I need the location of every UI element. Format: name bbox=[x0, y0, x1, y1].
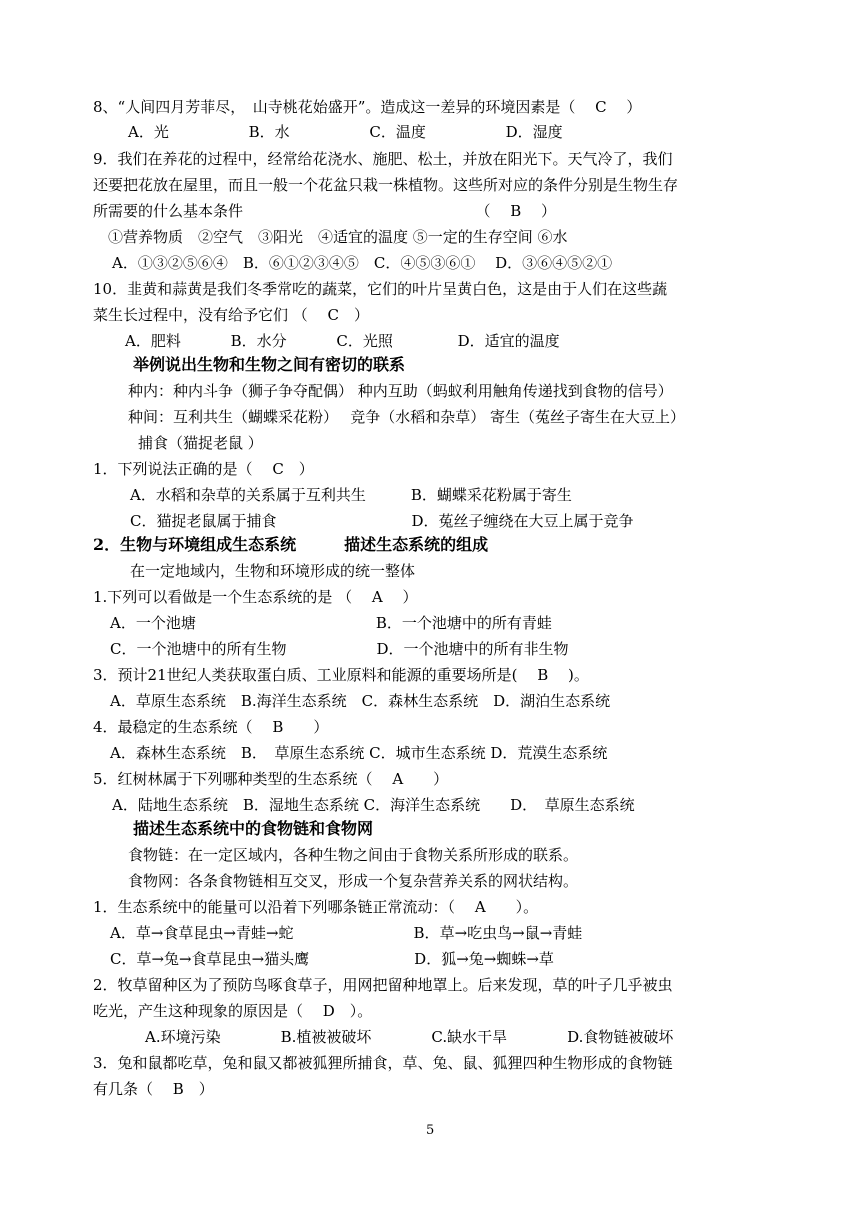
ecosystem-q1-options-cd: C．一个池塘中的所有生物 D．一个池塘中的所有非生物 bbox=[110, 640, 569, 658]
section-heading-relations: 举例说出生物和生物之间有密切的联系 bbox=[133, 355, 406, 374]
food-web-definition: 食物网：各条食物链相互交叉，形成一个复杂营养关系的网状结构。 bbox=[128, 872, 579, 890]
foodchain-q2-options: A.环境污染 B.植被被破坏 C.缺水干旱 D.食物链被破坏 bbox=[145, 1028, 674, 1046]
q9-conditions: ①营养物质 ②空气 ③阳光 ④适宜的温度 ⑤一定的生存空间 ⑥水 bbox=[108, 228, 568, 246]
foodchain-q1-options-cd: C．草→兔→食草昆虫→猫头鹰 D．狐→兔→蜘蛛→草 bbox=[110, 950, 554, 968]
ecosystem-q4-options: A．森林生态系统 B． 草原生态系统 C．城市生态系统 D．荒漠生态系统 bbox=[110, 744, 608, 762]
food-chain-definition: 食物链：在一定区域内，各种生物之间由于食物关系所形成的联系。 bbox=[128, 846, 579, 864]
question-9-line-2: 还要把花放在屋里，而且一般一个花盆只栽一株植物。这些所对应的条件分别是生物生存 bbox=[93, 176, 679, 194]
predation-note: 捕食（猫捉老鼠 ） bbox=[138, 434, 263, 452]
section-heading-ecosystem: 2．生物与环境组成生态系统 描述生态系统的组成 bbox=[93, 535, 489, 554]
ecosystem-q5-options: A．陆地生态系统 B．湿地生态系统 C．海洋生态系统 D． 草原生态系统 bbox=[112, 796, 635, 814]
section-heading-foodchain: 描述生态系统中的食物链和食物网 bbox=[133, 819, 374, 838]
foodchain-question-3-line-1: 3．兔和鼠都吃草，兔和鼠又都被狐狸所捕食，草、兔、鼠、狐狸四种生物形成的食物链 bbox=[93, 1054, 673, 1072]
ecosystem-definition: 在一定地域内，生物和环境形成的统一整体 bbox=[130, 562, 416, 580]
intraspecific-note: 种内：种内斗争（狮子争夺配偶） 种内互助（蚂蚁利用触角传递找到食物的信号） bbox=[128, 382, 673, 400]
ecosystem-q3-options: A．草原生态系统 B.海洋生态系统 C．森林生态系统 D．湖泊生态系统 bbox=[110, 692, 611, 710]
question-8: 8、“人间四月芳菲尽， 山寺桃花始盛开”。造成这一差异的环境因素是（ C ） bbox=[93, 98, 642, 116]
foodchain-question-1: 1．生态系统中的能量可以沿着下列哪条链正常流动：（ A ）。 bbox=[93, 898, 539, 916]
q8-options: A．光 B．水 C．温度 D．湿度 bbox=[128, 123, 563, 141]
relations-q1-options-ab: A．水稻和杂草的关系属于互利共生 B．蝴蝶采花粉属于寄生 bbox=[130, 486, 572, 504]
interspecific-note: 种间：互利共生（蝴蝶采花粉） 竞争（水稻和杂草） 寄生（菟丝子寄生在大豆上） bbox=[128, 408, 686, 426]
foodchain-question-2-line-1: 2．牧草留种区为了预防鸟啄食草子，用网把留种地罩上。后来发现，草的叶子几乎被虫 bbox=[93, 976, 673, 994]
question-9-line-1: 9．我们在养花的过程中，经常给花浇水、施肥、松土，并放在阳光下。天气冷了，我们 bbox=[93, 150, 673, 168]
foodchain-q1-options-ab: A．草→食草昆虫→青蛙→蛇 B．草→吃虫鸟→鼠→青蛙 bbox=[110, 924, 583, 942]
relations-question-1: 1．下列说法正确的是（ C ） bbox=[93, 460, 314, 478]
ecosystem-question-4: 4．最稳定的生态系统（ B ） bbox=[93, 718, 329, 736]
q10-options: A．肥料 B．水分 C．光照 D．适宜的温度 bbox=[125, 332, 560, 350]
ecosystem-question-5: 5．红树林属于下列哪种类型的生态系统（ A ） bbox=[93, 770, 449, 788]
foodchain-question-2-line-2: 吃光，产生这种现象的原因是（ D ）。 bbox=[93, 1002, 373, 1020]
question-10-line-2: 菜生长过程中，没有给予它们 （ C ） bbox=[93, 306, 370, 324]
foodchain-question-3-line-2: 有几条（ B ） bbox=[93, 1080, 214, 1098]
q9-options: A．①③②⑤⑥④ B．⑥①②③④⑤ C．④⑤③⑥① D．③⑥④⑤②① bbox=[112, 254, 613, 272]
page-number: 5 bbox=[426, 1123, 435, 1138]
question-9-line-3: 所需要的什么基本条件 （ B ） bbox=[93, 202, 557, 220]
ecosystem-q1-options-ab: A．一个池塘 B．一个池塘中的所有青蛙 bbox=[110, 614, 552, 632]
ecosystem-question-3: 3．预计21世纪人类获取蛋白质、工业原料和能源的重要场所是( B )。 bbox=[93, 666, 589, 684]
ecosystem-question-1: 1.下列可以看做是一个生态系统的是 （ A ） bbox=[93, 588, 418, 606]
relations-q1-options-cd: C．猫捉老鼠属于捕食 D．菟丝子缠绕在大豆上属于竞争 bbox=[130, 512, 634, 530]
question-10-line-1: 10．韭黄和蒜黄是我们冬季常吃的蔬菜，它们的叶片呈黄白色，这是由于人们在这些蔬 bbox=[93, 280, 668, 298]
